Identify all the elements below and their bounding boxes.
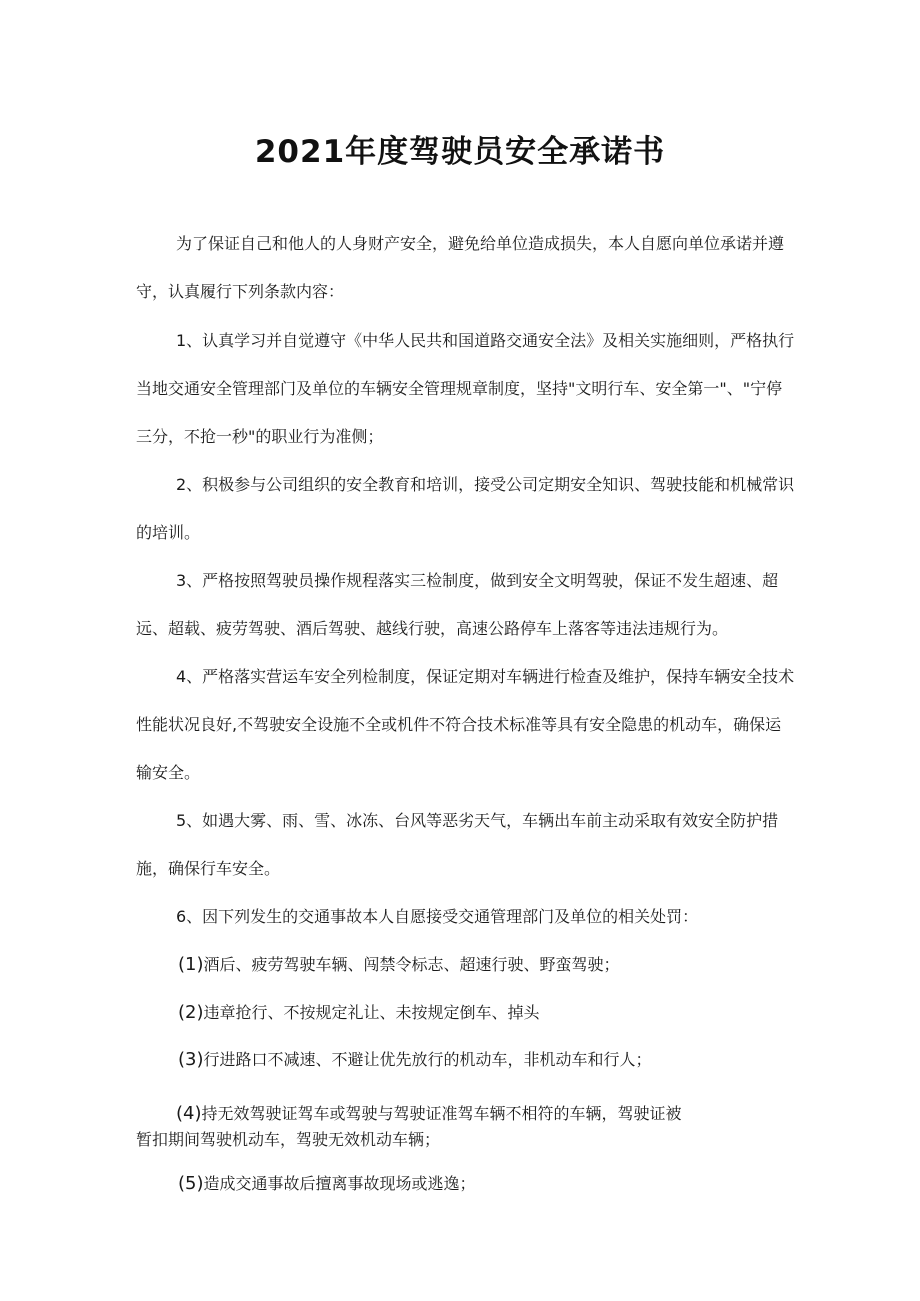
sub-item-4-line-1	[136, 1101, 796, 1127]
sub-item-number: (4)	[176, 1103, 202, 1124]
sub-item-number: (5)	[178, 1173, 204, 1194]
sub-item-1	[178, 952, 620, 975]
sub-item-text: 持无效驾驶证驾车或驾驶与驾驶证准驾车辆不相符的车辆，驾驶证被	[201, 1104, 682, 1123]
clause-1: 1、认真学习并自觉遵守《中华人民共和国道路交通安全法》及相关实施细则，严格执行当地交通安全管理部门及单位的车辆安全管理规章制度，坚持"文明行车、安全第一"、"宁停三分，不抢一秒"的职业行为准侧；	[136, 331, 795, 446]
intro-paragraph: 为了保证自己和他人的人身财产安全，避免给单位造成损失，本人自愿向单位承诺并遵守，认真履行下列条款内容：	[136, 234, 785, 301]
sub-item-text: 酒后、疲劳驾驶车辆、闯禁令标志、超速行驶、野蛮驾驶；	[203, 955, 620, 974]
sub-item-4-line-2: 暂扣期间驾驶机动车，驾驶无效机动车辆；	[136, 1130, 441, 1149]
document-title: 2021年度驾驶员安全承诺书	[254, 134, 666, 170]
sub-item-number: (1)	[178, 954, 204, 975]
sub-item-4	[136, 1101, 796, 1153]
clause-4: 4、严格落实营运车安全列检制度，保证定期对车辆进行检查及维护，保持车辆安全技术性能状况良好,不驾驶安全设施不全或机件不符合技术标准等具有安全隐患的机动车，确保运输安全。	[136, 667, 795, 782]
clause-2: 2、积极参与公司组织的安全教育和培训，接受公司定期安全知识、驾驶技能和机械常识的培训。	[136, 475, 795, 542]
sub-item-number: (2)	[178, 1002, 204, 1023]
clause-6: 6、因下列发生的交通事故本人自愿接受交通管理部门及单位的相关处罚：	[176, 907, 699, 926]
sub-item-3	[178, 1047, 652, 1070]
clause-5: 5、如遇大雾、雨、雪、冰冻、台风等恶劣天气，车辆出车前主动采取有效安全防护措施，确保行车安全。	[136, 811, 779, 878]
sub-item-2	[178, 1000, 540, 1023]
clause-3: 3、严格按照驾驶员操作规程落实三检制度，做到安全文明驾驶，保证不发生超速、超远、超载、疲劳驾驶、酒后驾驶、越线行驶，高速公路停车上落客等违法违规行为。	[136, 571, 779, 638]
sub-item-text: 违章抢行、不按规定礼让、未按规定倒车、掉头	[203, 1003, 540, 1022]
sub-item-text: 行进路口不减速、不避让优先放行的机动车，非机动车和行人；	[203, 1050, 652, 1069]
sub-item-text: 造成交通事故后擅离事故现场或逃逸；	[203, 1174, 476, 1193]
sub-item-5	[178, 1171, 476, 1194]
sub-item-number: (3)	[178, 1049, 204, 1070]
